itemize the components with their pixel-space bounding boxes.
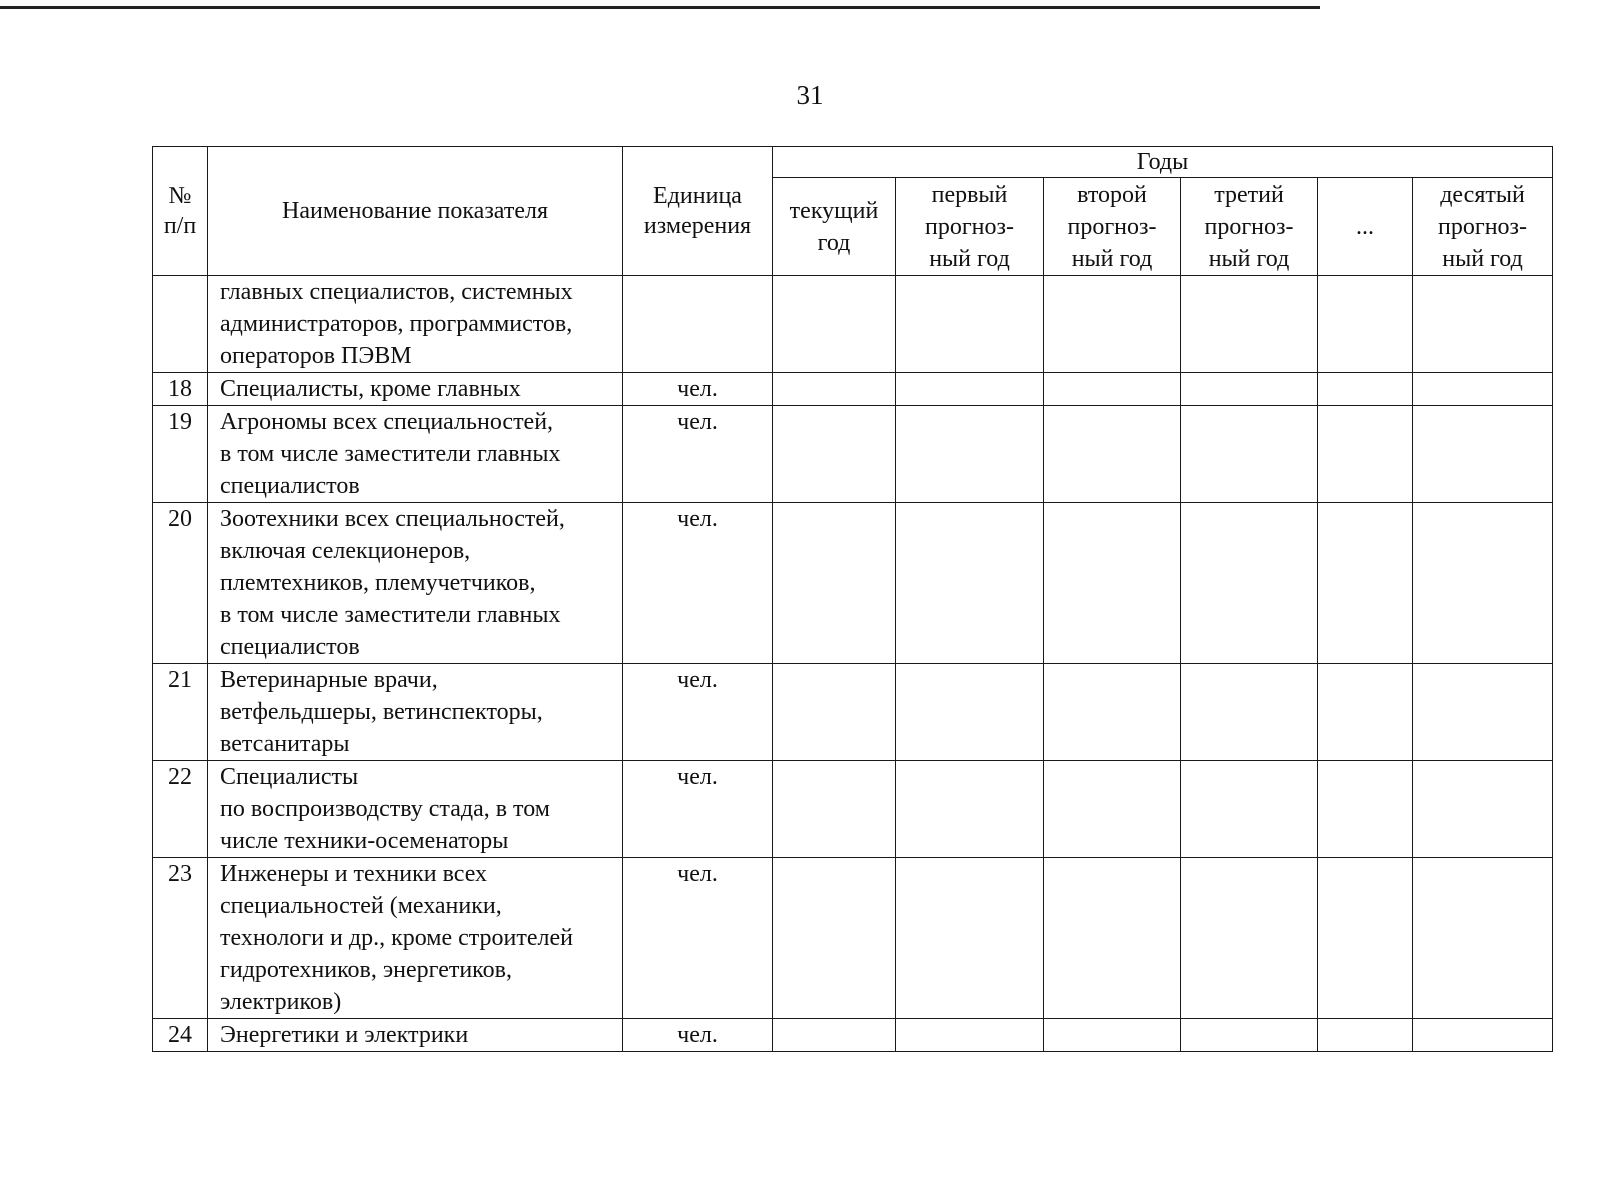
year-value-cell: [896, 406, 1044, 503]
header-unit: [623, 147, 773, 276]
year-value-cell: [1044, 406, 1181, 503]
header-years: Годы: [773, 147, 1553, 178]
header-num-line2: п/п: [163, 213, 197, 239]
year-value-cell: [1413, 761, 1553, 858]
indicator-name-line: главных специалистов, системных: [220, 279, 573, 305]
indicator-name-line: технологи и др., кроме строителей: [220, 925, 574, 951]
header-year-line: текущий: [789, 197, 879, 224]
table-row: [153, 761, 1553, 858]
header-year-line: десятый: [1440, 181, 1525, 208]
indicator-name-line: ветсанитары: [220, 731, 350, 757]
header-year-line: год: [817, 229, 851, 256]
year-value-cell: [773, 1019, 896, 1052]
year-value-cell: [1044, 664, 1181, 761]
year-value-cell: [1181, 276, 1318, 373]
indicator-name-line: Зоотехники всех специальностей,: [220, 506, 565, 532]
indicator-name-line: Инженеры и техники всех: [220, 861, 488, 887]
year-value-cell: [1044, 276, 1181, 373]
header-year-line: ный год: [929, 245, 1010, 272]
row-number: 23: [153, 858, 208, 1019]
year-value-cell: [1181, 373, 1318, 406]
year-value-cell: [773, 276, 896, 373]
row-indicator-name: [208, 276, 623, 373]
header-unit-line1: Единица: [653, 183, 742, 209]
row-indicator-name: [208, 664, 623, 761]
header-year-line: ный год: [1071, 245, 1153, 272]
year-value-cell: [896, 276, 1044, 373]
indicator-name-line: по воспроизводству стада, в том: [220, 796, 550, 822]
table-body: [153, 276, 1553, 1052]
indicator-name-line: племтехников, племучетчиков,: [220, 570, 536, 596]
header-year-5: [1413, 178, 1553, 276]
year-value-cell: [773, 761, 896, 858]
year-value-cell: [1181, 858, 1318, 1019]
row-indicator-name: [208, 858, 623, 1019]
indicator-name-line: в том числе заместители главных: [220, 602, 561, 628]
header-year-0: [773, 178, 896, 276]
year-value-cell: [773, 373, 896, 406]
header-year-line: второй: [1077, 181, 1147, 208]
row-unit: чел.: [623, 761, 773, 858]
year-value-cell: [1181, 664, 1318, 761]
row-unit: чел.: [623, 373, 773, 406]
header-unit-line2: измерения: [643, 213, 752, 239]
header-year-line: первый: [931, 181, 1008, 208]
header-year-line: ный год: [1208, 245, 1290, 272]
row-indicator-name: [208, 406, 623, 503]
year-value-cell: [1318, 761, 1413, 858]
year-value-cell: [1318, 1019, 1413, 1052]
row-number: 19: [153, 406, 208, 503]
header-year-line: ...: [1356, 213, 1374, 240]
year-value-cell: [1413, 858, 1553, 1019]
indicator-name-line: в том числе заместители главных: [220, 441, 561, 467]
year-value-cell: [1181, 761, 1318, 858]
table-row: [153, 276, 1553, 373]
row-number: 21: [153, 664, 208, 761]
table-row: [153, 406, 1553, 503]
row-number: 18: [153, 373, 208, 406]
header-num-line1: №: [168, 183, 192, 209]
year-value-cell: [1318, 503, 1413, 664]
indicator-name-line: числе техники-осеменаторы: [220, 828, 509, 854]
table-row: [153, 1019, 1553, 1052]
year-value-cell: [773, 858, 896, 1019]
year-value-cell: [773, 406, 896, 503]
year-value-cell: [896, 761, 1044, 858]
header-year-3: [1181, 178, 1318, 276]
year-value-cell: [1318, 858, 1413, 1019]
page-number: 31: [796, 80, 824, 110]
row-number: 20: [153, 503, 208, 664]
indicator-name-line: Специалисты, кроме главных: [220, 376, 521, 402]
row-indicator-name: [208, 761, 623, 858]
year-value-cell: [896, 858, 1044, 1019]
header-year-line: прогноз-: [924, 213, 1014, 240]
year-value-cell: [1044, 1019, 1181, 1052]
row-unit: чел.: [623, 503, 773, 664]
indicator-name-line: ветфельдшеры, ветинспекторы,: [220, 699, 543, 725]
year-value-cell: [1318, 664, 1413, 761]
indicator-name-line: специальностей (механики,: [220, 893, 502, 919]
indicator-name-line: Энергетики и электрики: [220, 1022, 469, 1048]
indicator-name-line: специалистов: [220, 634, 360, 660]
year-value-cell: [1044, 858, 1181, 1019]
header-year-line: прогноз-: [1204, 213, 1294, 240]
indicator-name-line: гидротехников, энергетиков,: [220, 957, 512, 983]
header-year-line: прогноз-: [1438, 213, 1528, 240]
row-indicator-name: [208, 503, 623, 664]
year-value-cell: [896, 373, 1044, 406]
year-value-cell: [1181, 406, 1318, 503]
indicator-name-line: включая селекционеров,: [220, 538, 471, 564]
header-num: [153, 147, 208, 276]
table-row: [153, 373, 1553, 406]
table-header: [153, 147, 1553, 276]
year-value-cell: [773, 503, 896, 664]
top-border-line: [0, 6, 1320, 9]
year-value-cell: [1318, 276, 1413, 373]
year-value-cell: [1181, 1019, 1318, 1052]
header-year-4: [1318, 178, 1413, 276]
year-value-cell: [896, 503, 1044, 664]
year-value-cell: [1413, 406, 1553, 503]
header-year-line: ный год: [1442, 245, 1523, 272]
indicator-name-line: Ветеринарные врачи,: [220, 667, 438, 693]
table-row: [153, 664, 1553, 761]
year-value-cell: [1413, 276, 1553, 373]
row-number: 22: [153, 761, 208, 858]
header-year-line: третий: [1214, 181, 1284, 208]
row-unit: чел.: [623, 406, 773, 503]
row-number: [153, 276, 208, 373]
year-value-cell: [896, 664, 1044, 761]
indicator-name-line: Агрономы всех специальностей,: [220, 409, 554, 435]
header-year-1: [896, 178, 1044, 276]
row-unit: чел.: [623, 1019, 773, 1052]
row-unit: [623, 276, 773, 373]
year-value-cell: [1181, 503, 1318, 664]
row-unit: чел.: [623, 858, 773, 1019]
year-value-cell: [1044, 761, 1181, 858]
header-year-line: прогноз-: [1067, 213, 1157, 240]
year-value-cell: [1413, 1019, 1553, 1052]
indicators-table: [152, 146, 1553, 1052]
year-value-cell: [773, 664, 896, 761]
row-indicator-name: [208, 373, 623, 406]
row-number: 24: [153, 1019, 208, 1052]
year-value-cell: [1044, 503, 1181, 664]
row-indicator-name: [208, 1019, 623, 1052]
indicator-name-line: администраторов, программистов,: [220, 311, 573, 337]
indicator-name-line: операторов ПЭВМ: [220, 343, 412, 369]
header-year-2: [1044, 178, 1181, 276]
year-value-cell: [1318, 406, 1413, 503]
year-value-cell: [1044, 373, 1181, 406]
indicator-name-line: Специалисты: [220, 764, 359, 790]
year-value-cell: [896, 1019, 1044, 1052]
indicator-name-line: электриков): [220, 989, 342, 1015]
row-unit: чел.: [623, 664, 773, 761]
header-name: Наименование показателя: [208, 147, 623, 276]
table-row: [153, 858, 1553, 1019]
year-value-cell: [1413, 664, 1553, 761]
year-value-cell: [1318, 373, 1413, 406]
table-row: [153, 503, 1553, 664]
year-value-cell: [1413, 503, 1553, 664]
indicator-name-line: специалистов: [220, 473, 360, 499]
year-value-cell: [1413, 373, 1553, 406]
